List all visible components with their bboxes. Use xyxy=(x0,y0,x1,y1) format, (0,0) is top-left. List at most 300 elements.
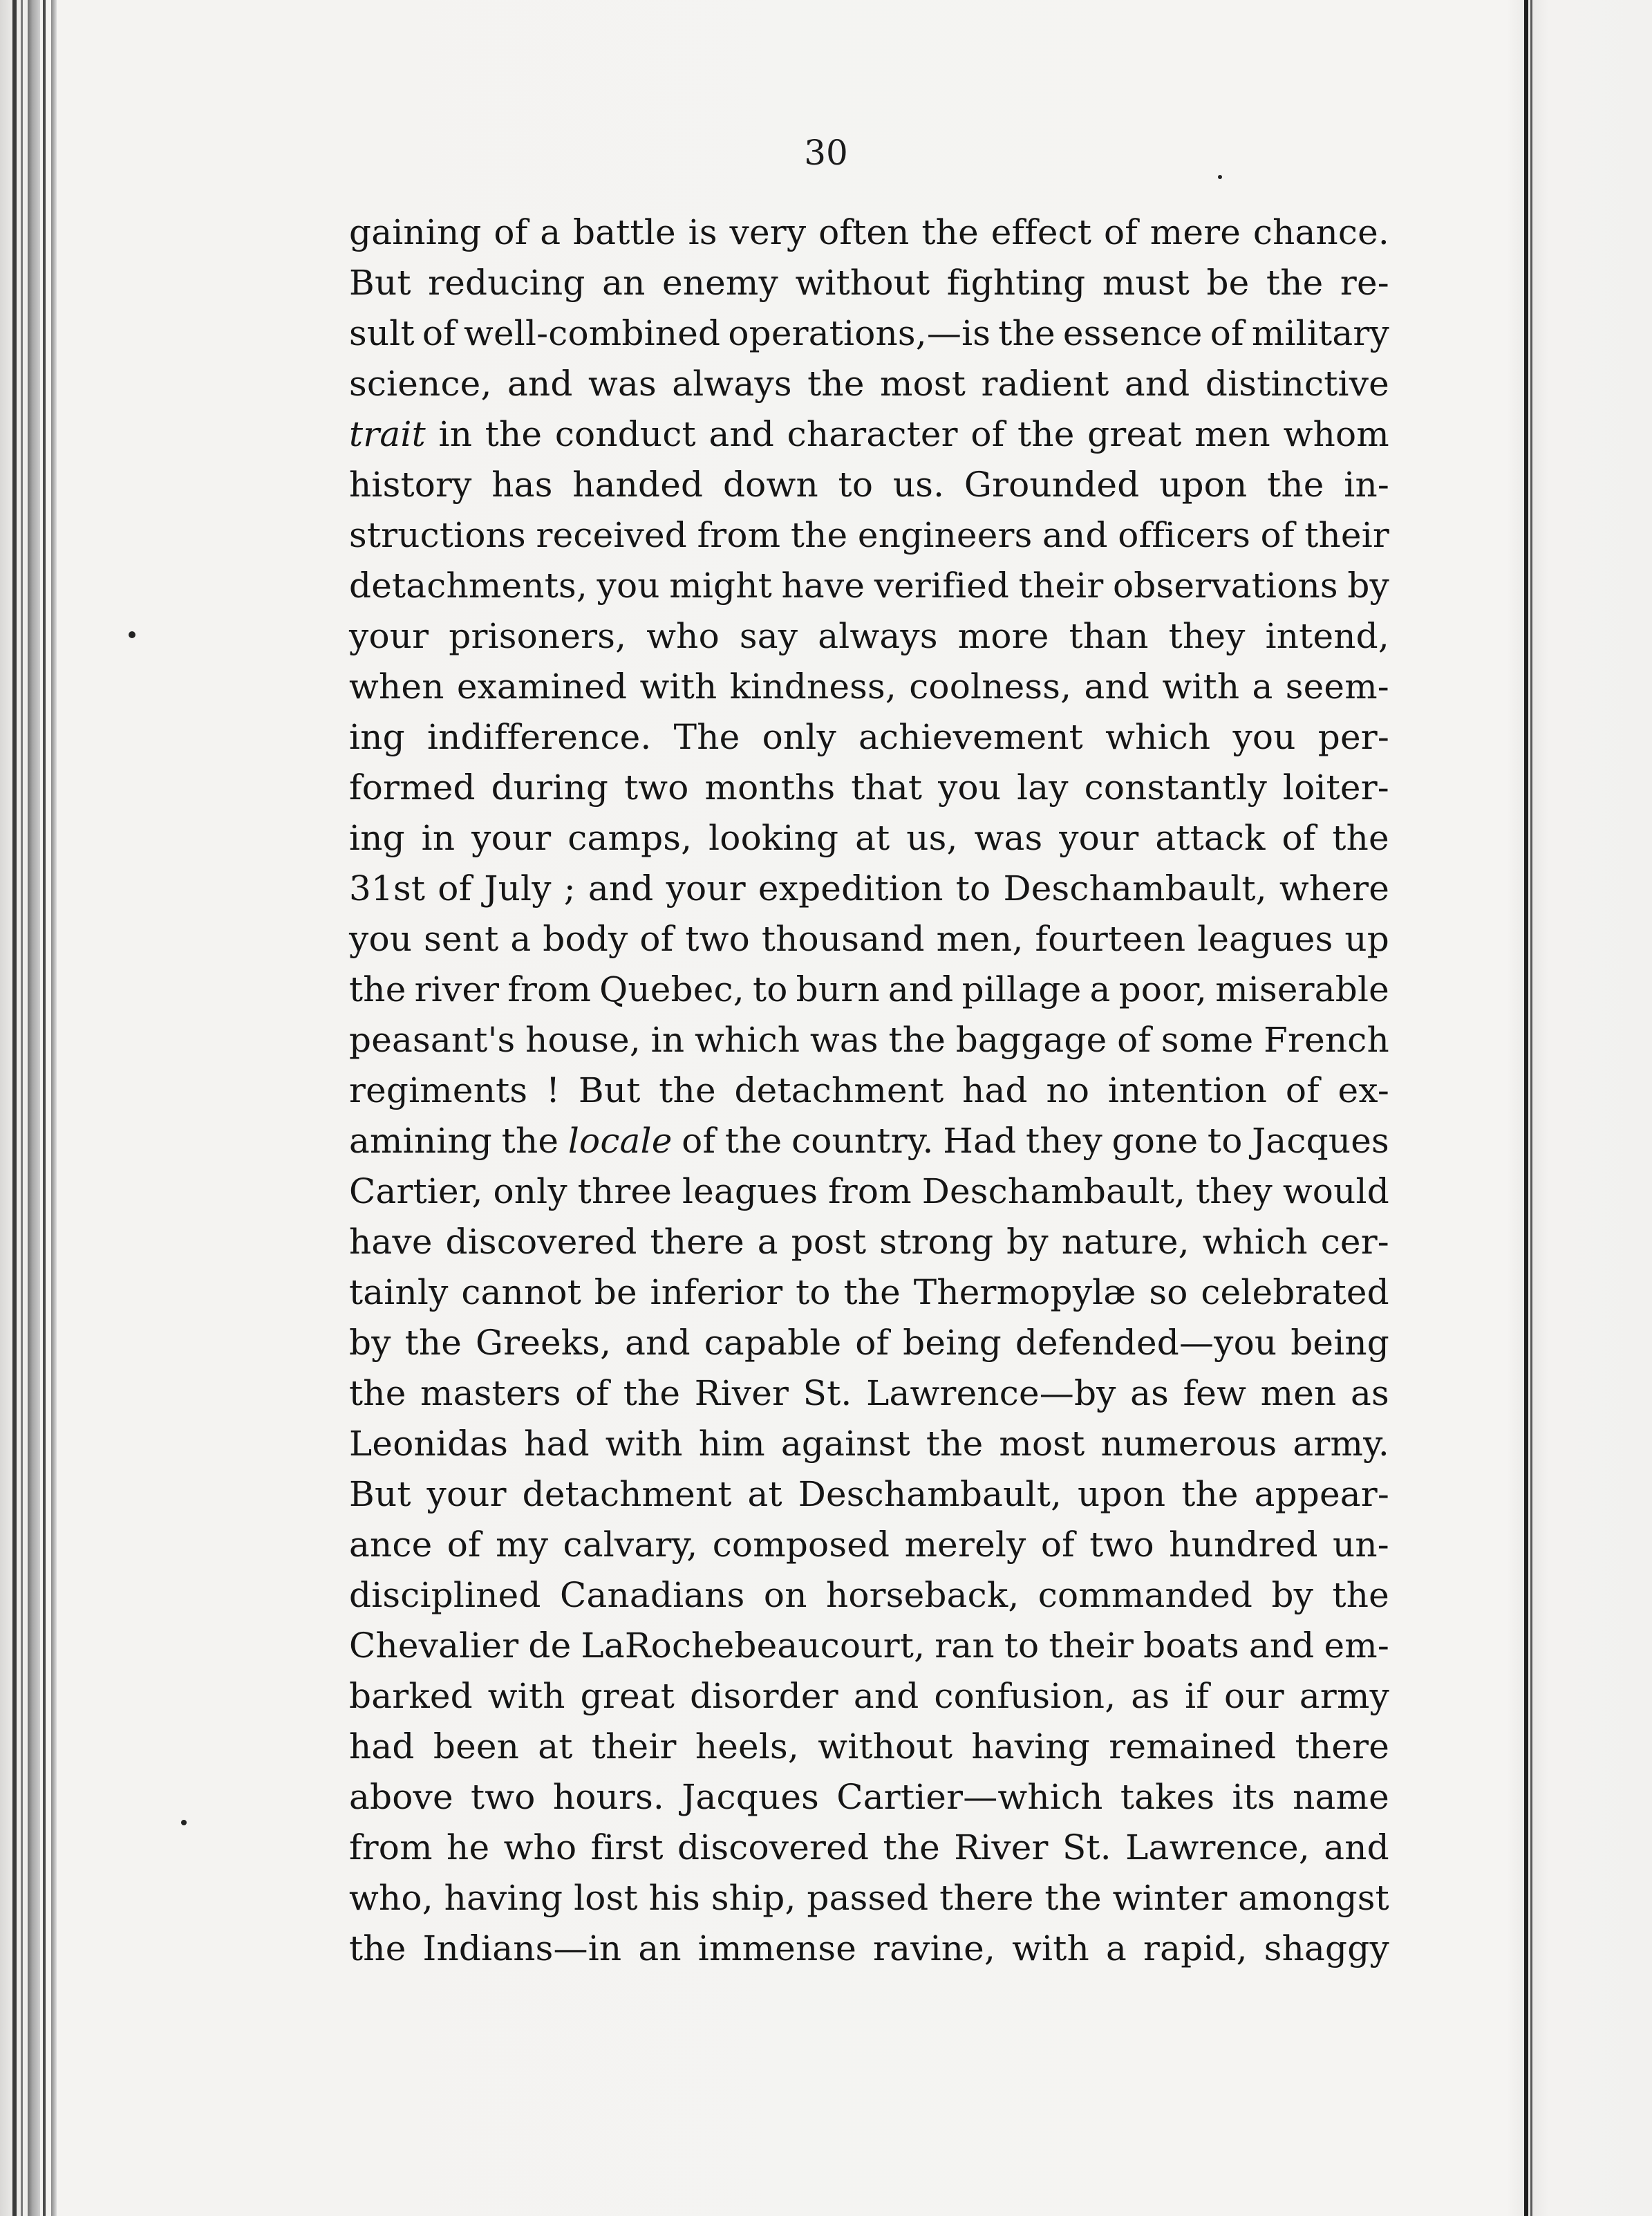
word: intention xyxy=(1107,1070,1268,1110)
word: ance xyxy=(349,1525,433,1565)
page-edge-shadow xyxy=(1530,0,1532,2216)
text-line xyxy=(349,510,1389,561)
word: intend, xyxy=(1265,616,1389,656)
word: some xyxy=(1161,1020,1254,1060)
word: there xyxy=(939,1878,1034,1918)
word: its xyxy=(1232,1777,1275,1817)
word: discovered xyxy=(677,1827,870,1868)
word: of xyxy=(422,313,456,353)
word: would xyxy=(1282,1171,1389,1211)
word: conduct xyxy=(554,414,696,454)
word: your xyxy=(349,616,429,656)
word: handed xyxy=(572,465,704,505)
word: of xyxy=(639,919,674,959)
word: tainly xyxy=(349,1272,449,1312)
word: miserable xyxy=(1215,969,1389,1009)
text-line xyxy=(349,1570,1389,1621)
word: was xyxy=(974,818,1043,858)
word: ; xyxy=(563,868,576,909)
word: takes xyxy=(1120,1777,1215,1817)
word: at xyxy=(538,1726,573,1767)
word: in xyxy=(650,1020,685,1060)
word: character xyxy=(787,414,958,454)
word: he xyxy=(447,1827,490,1868)
word: gaining xyxy=(349,212,482,252)
word: the xyxy=(349,969,406,1009)
text-line xyxy=(349,813,1389,864)
word: of xyxy=(494,212,528,252)
word: ex- xyxy=(1337,1070,1389,1110)
word: regiments xyxy=(349,1070,528,1110)
word: cer- xyxy=(1320,1222,1389,1262)
word: by xyxy=(1006,1222,1049,1262)
text-line xyxy=(349,1015,1389,1065)
word: of xyxy=(447,1525,481,1565)
word: house, xyxy=(525,1020,641,1060)
word: detachment xyxy=(522,1474,732,1514)
text-line xyxy=(349,1671,1389,1722)
word: a xyxy=(757,1222,778,1262)
word: to xyxy=(796,1272,831,1312)
word: essence xyxy=(1062,313,1203,353)
word: fourteen xyxy=(1035,919,1186,959)
word: inferior xyxy=(650,1272,783,1312)
word: at xyxy=(747,1474,782,1514)
word: masters xyxy=(420,1373,561,1413)
word: the xyxy=(501,1121,559,1161)
word: and xyxy=(588,868,654,909)
word: nature, xyxy=(1061,1222,1190,1262)
word: who xyxy=(503,1827,577,1868)
text-line xyxy=(349,1065,1389,1116)
word: cannot xyxy=(461,1272,581,1312)
word: to xyxy=(1004,1626,1040,1666)
word: science, xyxy=(349,364,492,404)
word: more xyxy=(957,616,1049,656)
word: kindness, xyxy=(729,667,897,707)
word: from xyxy=(697,515,781,555)
word: which xyxy=(694,1020,800,1060)
word: of xyxy=(1260,515,1295,555)
word: an xyxy=(638,1928,682,1968)
word: a xyxy=(510,919,532,959)
word: and xyxy=(1124,364,1190,404)
word: the xyxy=(349,1928,406,1968)
word: Lawrence—by xyxy=(866,1373,1116,1413)
word: was xyxy=(588,364,657,404)
binding-shadow xyxy=(43,0,46,2216)
word: without xyxy=(818,1726,953,1767)
word: horseback, xyxy=(825,1575,1020,1615)
word: your xyxy=(471,818,552,858)
page-edge-shadow xyxy=(1524,0,1528,2216)
word: great xyxy=(580,1676,675,1716)
word: disciplined xyxy=(349,1575,541,1615)
word: Cartier—which xyxy=(836,1777,1103,1817)
word: by xyxy=(349,1323,391,1363)
word: ship, xyxy=(711,1878,796,1918)
word: confusion, xyxy=(934,1676,1116,1716)
word: passed xyxy=(807,1878,929,1918)
text-line xyxy=(349,1772,1389,1823)
word: calvary, xyxy=(563,1525,698,1565)
word: expedition xyxy=(758,868,944,909)
word: amongst xyxy=(1238,1878,1389,1918)
word: battle xyxy=(573,212,676,252)
text-line xyxy=(349,1873,1389,1924)
word: ran xyxy=(935,1626,995,1666)
word: upon xyxy=(1159,465,1248,505)
word: ! xyxy=(545,1070,561,1110)
word: as xyxy=(1351,1373,1389,1413)
word: French xyxy=(1264,1020,1389,1060)
word: 31st xyxy=(349,868,426,909)
italic-word: locale xyxy=(567,1121,673,1161)
text-line xyxy=(349,1621,1389,1671)
word: they xyxy=(1168,616,1246,656)
word: the xyxy=(1332,1575,1389,1615)
word: in xyxy=(421,818,456,858)
word: celebrated xyxy=(1201,1272,1389,1312)
word: men, xyxy=(936,919,1024,959)
text-line xyxy=(349,1823,1389,1873)
word: disorder xyxy=(690,1676,838,1716)
word: river xyxy=(414,969,500,1009)
word: only xyxy=(762,717,836,757)
word: indifference. xyxy=(426,717,652,757)
word: our xyxy=(1224,1676,1284,1716)
word: very xyxy=(729,212,807,252)
word: us, xyxy=(906,818,958,858)
word: with xyxy=(1162,667,1240,707)
word: against xyxy=(780,1424,910,1464)
word: who, xyxy=(349,1878,433,1918)
word: up xyxy=(1344,919,1389,959)
word: to xyxy=(752,969,788,1009)
word: Deschambault, xyxy=(921,1171,1186,1211)
text-line xyxy=(349,914,1389,965)
word: River xyxy=(954,1827,1049,1868)
word: and xyxy=(853,1676,919,1716)
text-line xyxy=(349,611,1389,662)
word: Thermopylæ xyxy=(913,1272,1136,1312)
word: with xyxy=(1012,1928,1089,1968)
word: immense xyxy=(697,1928,857,1968)
word: composed xyxy=(712,1525,890,1565)
word: baggage xyxy=(955,1020,1107,1060)
word: looking xyxy=(708,818,839,858)
word: hundred xyxy=(1169,1525,1318,1565)
text-line xyxy=(349,763,1389,813)
word: the xyxy=(1332,818,1389,858)
word: no xyxy=(1046,1070,1090,1110)
binding-shadow xyxy=(51,0,57,2216)
word: of xyxy=(438,868,472,909)
word: is xyxy=(688,212,717,252)
text-line xyxy=(349,1520,1389,1570)
word: have xyxy=(781,566,865,606)
word: which xyxy=(1105,717,1211,757)
word: your xyxy=(666,868,746,909)
word: with xyxy=(487,1676,565,1716)
word: But xyxy=(578,1070,641,1110)
text-line xyxy=(349,308,1389,359)
word: amining xyxy=(349,1121,493,1161)
text-line xyxy=(349,1722,1389,1772)
word: Jacques xyxy=(1252,1121,1389,1161)
word: burn xyxy=(796,969,880,1009)
word: of xyxy=(1282,818,1316,858)
word: men xyxy=(1194,414,1270,454)
word: lay xyxy=(1017,767,1069,808)
word: be xyxy=(594,1272,637,1312)
word: the xyxy=(349,1373,406,1413)
word: the xyxy=(926,1424,984,1464)
word: enemy xyxy=(661,263,778,303)
word: their xyxy=(1018,566,1104,606)
word: had xyxy=(962,1070,1028,1110)
word: history xyxy=(349,465,472,505)
word: chance. xyxy=(1252,212,1389,252)
word: radient xyxy=(981,364,1109,404)
word: of xyxy=(1210,313,1244,353)
word: Jacques xyxy=(682,1777,819,1817)
word: the xyxy=(888,1020,946,1060)
word: sult xyxy=(349,313,415,353)
word: above xyxy=(349,1777,453,1817)
word: you xyxy=(597,566,660,606)
word: the xyxy=(790,515,848,555)
word: there xyxy=(650,1222,744,1262)
word: men xyxy=(1260,1373,1337,1413)
word: having xyxy=(971,1726,1091,1767)
word: of xyxy=(1103,212,1138,252)
word: must xyxy=(1102,263,1190,303)
ink-speck xyxy=(181,1820,187,1825)
word: by xyxy=(1271,1575,1314,1615)
word: boats xyxy=(1143,1626,1239,1666)
word: who xyxy=(646,616,720,656)
word: achievement xyxy=(858,717,1083,757)
word: seem- xyxy=(1285,667,1389,707)
word: un- xyxy=(1333,1525,1389,1565)
word: the xyxy=(1181,1474,1239,1514)
word: name xyxy=(1293,1777,1389,1817)
word: and xyxy=(1042,515,1108,555)
word: might xyxy=(669,566,772,606)
word: examined xyxy=(456,667,628,707)
word: and xyxy=(1248,1626,1315,1666)
word: us. xyxy=(892,465,945,505)
word: the xyxy=(1267,465,1324,505)
word: The xyxy=(673,717,740,757)
word: constantly xyxy=(1084,767,1268,808)
word: been xyxy=(433,1726,520,1767)
word: detachments, xyxy=(349,566,588,606)
word: first xyxy=(590,1827,664,1868)
word: that xyxy=(851,767,923,808)
word: and xyxy=(708,414,775,454)
text-line xyxy=(349,662,1389,712)
word: in- xyxy=(1344,465,1389,505)
word: reducing xyxy=(428,263,585,303)
word: observations xyxy=(1113,566,1338,606)
word: great xyxy=(1087,414,1182,454)
word: merely xyxy=(904,1525,1026,1565)
word: than xyxy=(1069,616,1149,656)
ink-speck xyxy=(1218,175,1222,179)
word: post xyxy=(791,1222,867,1262)
word: Chevalier xyxy=(349,1626,519,1666)
word: Grounded xyxy=(964,465,1140,505)
word: by xyxy=(1347,566,1389,606)
word: always xyxy=(818,616,938,656)
word: discovered xyxy=(445,1222,637,1262)
word: Cartier, xyxy=(349,1171,483,1211)
text-line xyxy=(349,1267,1389,1318)
word: the xyxy=(1044,1878,1102,1918)
word: effect xyxy=(991,212,1092,252)
word: with xyxy=(639,667,717,707)
word: the xyxy=(921,212,979,252)
word: ing xyxy=(349,818,405,858)
word: my xyxy=(496,1525,549,1565)
word: the xyxy=(807,364,865,404)
word: where xyxy=(1279,868,1389,909)
word: attack xyxy=(1155,818,1266,858)
word: most xyxy=(880,364,966,404)
word: army. xyxy=(1293,1424,1389,1464)
word: officers xyxy=(1118,515,1251,555)
word: during xyxy=(491,767,609,808)
text-line xyxy=(349,1166,1389,1217)
text-line xyxy=(349,712,1389,763)
italic-word: trait xyxy=(349,414,426,454)
word: from xyxy=(349,1827,433,1868)
word: their xyxy=(1304,515,1389,555)
word: Leonidas xyxy=(349,1424,509,1464)
word: has xyxy=(491,465,553,505)
binding-shadow xyxy=(21,0,23,2216)
word: and xyxy=(625,1323,691,1363)
word: to xyxy=(955,868,991,909)
word: the xyxy=(883,1827,940,1868)
word: there xyxy=(1295,1726,1389,1767)
word: a xyxy=(540,212,561,252)
text-line xyxy=(349,864,1389,914)
word: leagues xyxy=(682,1171,818,1211)
word: thousand xyxy=(761,919,925,959)
word: few xyxy=(1183,1373,1247,1413)
word: camps, xyxy=(567,818,693,858)
word: mere xyxy=(1149,212,1241,252)
word: an xyxy=(602,263,646,303)
word: a xyxy=(1089,969,1111,1009)
word: often xyxy=(818,212,910,252)
word: prisoners, xyxy=(449,616,627,656)
word: Deschambault, xyxy=(798,1474,1062,1514)
word: Indians—in xyxy=(422,1928,622,1968)
ink-speck xyxy=(129,631,135,638)
word: three xyxy=(577,1171,673,1211)
word: poor, xyxy=(1118,969,1208,1009)
word: of xyxy=(1040,1525,1075,1565)
word: whom xyxy=(1283,414,1389,454)
word: have xyxy=(349,1222,433,1262)
word: remained xyxy=(1109,1726,1277,1767)
word: numerous xyxy=(1100,1424,1277,1464)
word: was xyxy=(809,1020,879,1060)
text-line xyxy=(349,561,1389,611)
word: But xyxy=(349,263,411,303)
word: commanded xyxy=(1038,1575,1253,1615)
word: the xyxy=(659,1070,716,1110)
word: as xyxy=(1131,1676,1170,1716)
word: as xyxy=(1130,1373,1170,1413)
word: of xyxy=(1117,1020,1152,1060)
word: two xyxy=(623,767,689,808)
word: army xyxy=(1299,1676,1389,1716)
word: from xyxy=(507,969,592,1009)
word: him xyxy=(698,1424,765,1464)
word: be xyxy=(1206,263,1250,303)
word: being xyxy=(1290,1323,1389,1363)
word: But xyxy=(349,1474,411,1514)
word: his xyxy=(648,1878,701,1918)
word: on xyxy=(763,1575,807,1615)
word: to xyxy=(838,465,874,505)
word: coolness, xyxy=(909,667,1072,707)
word: the xyxy=(404,1323,462,1363)
word: hours. xyxy=(552,1777,665,1817)
word: ravine, xyxy=(873,1928,996,1968)
word: re- xyxy=(1340,263,1389,303)
word: most xyxy=(999,1424,1085,1464)
word: of xyxy=(970,414,1005,454)
word: operations,—is xyxy=(728,313,991,353)
word: the xyxy=(623,1373,681,1413)
word: body xyxy=(543,919,628,959)
word: Had xyxy=(943,1121,1017,1161)
word: winter xyxy=(1112,1878,1228,1918)
word: detachment xyxy=(734,1070,944,1110)
word: when xyxy=(349,667,444,707)
word: having xyxy=(444,1878,563,1918)
word: received xyxy=(536,515,687,555)
text-line xyxy=(349,1217,1389,1267)
word: a xyxy=(1105,1928,1127,1968)
word: Greeks, xyxy=(475,1323,612,1363)
word: and xyxy=(507,364,573,404)
text-line xyxy=(349,1419,1389,1469)
word: two xyxy=(1089,1525,1154,1565)
word: leagues xyxy=(1197,919,1333,959)
word: ing xyxy=(349,717,405,757)
word: the xyxy=(485,414,543,454)
word: down xyxy=(722,465,818,505)
word: Deschambault, xyxy=(1003,868,1267,909)
text-line xyxy=(349,258,1389,308)
word: military xyxy=(1251,313,1389,353)
word: two xyxy=(471,1777,536,1817)
word: and xyxy=(1084,667,1150,707)
word: had xyxy=(349,1726,415,1767)
word: appear- xyxy=(1254,1474,1389,1514)
word: engineers xyxy=(857,515,1033,555)
word: from xyxy=(828,1171,912,1211)
word: in xyxy=(438,414,473,454)
word: St. xyxy=(802,1373,852,1413)
